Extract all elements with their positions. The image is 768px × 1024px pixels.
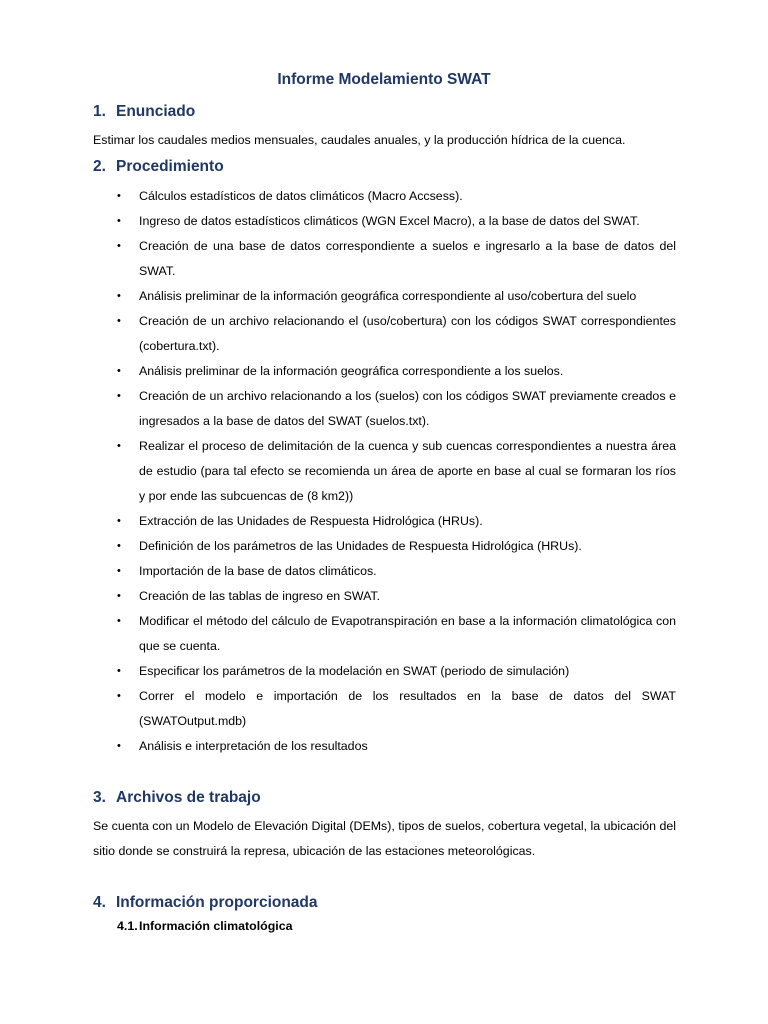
list-item-text: Análisis preliminar de la información geográfica correspondiente al uso/cobertura del suelo — [139, 289, 637, 303]
list-item — [117, 584, 676, 609]
bullet-icon: • — [117, 440, 121, 452]
list-item — [117, 359, 676, 384]
list-item-text: Realizar el proceso de delimitación de la cuenca y sub cuencas correspondientes a nuestra área de estudio (para tal efecto se recomienda un área de aporte en base al cual se formaran los ríos y por ende las subcuencas de (8 km2)) — [139, 439, 676, 503]
section-title: Archivos de trabajo — [116, 789, 261, 806]
list-item — [117, 659, 676, 684]
list-item-text: Correr el modelo e importación de los resultados en la base de datos del SWAT (SWATOutput.mdb) — [139, 689, 676, 728]
bullet-icon: • — [117, 215, 121, 227]
list-item-text: Creación de una base de datos correspondiente a suelos e ingresarlo a la base de datos del SWAT. — [139, 239, 676, 278]
section-heading-enunciado — [93, 103, 195, 121]
list-item-text: Análisis preliminar de la información geográfica correspondiente a los suelos. — [139, 364, 564, 378]
section-number: 3. — [93, 789, 106, 806]
list-item — [117, 384, 676, 434]
list-item-text: Análisis e interpretación de los resultados — [139, 739, 368, 753]
bullet-icon: • — [117, 540, 121, 552]
section-title: Información proporcionada — [116, 894, 318, 911]
list-item — [117, 559, 676, 584]
list-item-text: Ingreso de datos estadísticos climáticos (WGN Excel Macro), a la base de datos del SWAT. — [139, 214, 640, 228]
archivos-paragraph: Se cuenta con un Modelo de Elevación Digital (DEMs), tipos de suelos, cobertura vegetal, la ubicación del sitio donde se construirá la represa, ubicación de las estaciones meteorológicas. — [93, 819, 676, 858]
section-title: Enunciado — [116, 103, 196, 120]
list-item — [117, 509, 676, 534]
list-item-text: Creación de un archivo relacionando el (uso/cobertura) con los códigos SWAT correspondientes (cobertura.txt). — [139, 314, 676, 353]
list-item — [117, 534, 676, 559]
list-item — [117, 184, 676, 209]
list-item — [117, 734, 676, 759]
bullet-icon: • — [117, 190, 121, 202]
list-item — [117, 684, 676, 734]
list-item — [117, 284, 676, 309]
list-item-text: Importación de la base de datos climáticos. — [139, 564, 377, 578]
section-heading-archivos — [93, 789, 261, 807]
enunciado-paragraph: Estimar los caudales medios mensuales, caudales anuales, y la producción hídrica de la cuenca. — [93, 133, 626, 147]
list-item — [117, 434, 676, 509]
list-item-text: Modificar el método del cálculo de Evapotranspiración en base a la información climatológica con que se cuenta. — [139, 614, 676, 653]
section-heading-informacion — [93, 894, 318, 912]
bullet-icon: • — [117, 390, 121, 402]
document-title: Informe Modelamiento SWAT — [277, 71, 491, 88]
list-item — [117, 234, 676, 284]
procedimiento-list — [0, 184, 768, 759]
subsection-heading-climatologica — [117, 919, 293, 933]
list-item-text: Creación de un archivo relacionando a los (suelos) con los códigos SWAT previamente creados e ingresados a la base de datos del SWAT (suelos.txt). — [139, 389, 676, 428]
section-number: 1. — [93, 103, 106, 120]
bullet-icon: • — [117, 665, 121, 677]
list-item-text: Especificar los parámetros de la modelación en SWAT (periodo de simulación) — [139, 664, 570, 678]
section-heading-procedimiento — [93, 158, 224, 176]
list-item-text: Extracción de las Unidades de Respuesta Hidrológica (HRUs). — [139, 514, 483, 528]
bullet-icon: • — [117, 240, 121, 252]
section-number: 2. — [93, 158, 106, 175]
section-title: Procedimiento — [116, 158, 224, 175]
list-item-text: Definición de los parámetros de las Unidades de Respuesta Hidrológica (HRUs). — [139, 539, 582, 553]
list-item — [117, 209, 676, 234]
subsection-title: Información climatológica — [139, 919, 293, 933]
list-item-text: Creación de las tablas de ingreso en SWAT. — [139, 589, 381, 603]
bullet-icon: • — [117, 690, 121, 702]
section-number: 4. — [93, 894, 106, 911]
bullet-icon: • — [117, 515, 121, 527]
bullet-icon: • — [117, 590, 121, 602]
list-item — [117, 609, 676, 659]
bullet-icon: • — [117, 290, 121, 302]
bullet-icon: • — [117, 615, 121, 627]
list-item — [117, 309, 676, 359]
bullet-icon: • — [117, 565, 121, 577]
bullet-icon: • — [117, 740, 121, 752]
list-item-text: Cálculos estadísticos de datos climáticos (Macro Accsess). — [139, 189, 463, 203]
bullet-icon: • — [117, 365, 121, 377]
subsection-number: 4.1. — [117, 919, 138, 933]
bullet-icon: • — [117, 315, 121, 327]
